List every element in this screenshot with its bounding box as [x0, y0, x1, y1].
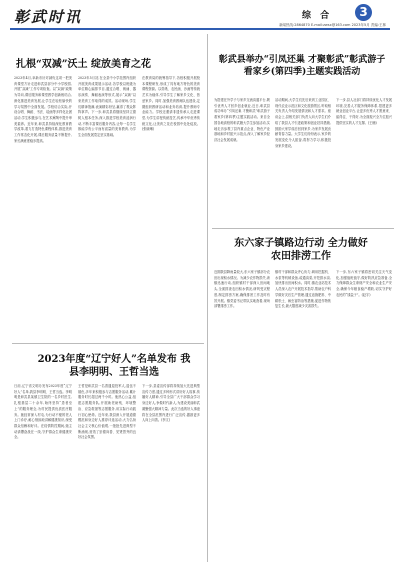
article-1-title: 扎根“双减”沃土 绽放美育之花 [16, 59, 151, 70]
article-3-title: 彰武县举办“引凤还巢 才聚彰武”彰武游子看家乡(第四季)主题实践活动 [218, 55, 386, 77]
article-3-col-1: 为搭建在外学子与家乡交流沟通平台,吸引优秀人才回乡创业就业,近日,彰武县成功举办“引凤还巢 才聚彰武”彰武游子看家乡(第四季)主题实践活动。来自全国各地高校的彰武籍大学生参加活动,实地走访参观了县内重点企业、特色产业基地和乡村振兴示范点,深入了解家乡经济社会发展成就。 [214, 98, 270, 142]
article-divider [12, 343, 204, 344]
page-number-badge: 3 [355, 4, 372, 21]
article-4-col-2: 镇村干部和群众齐心协力,调用挖掘机、水泵等机械设备,疏通沟渠,开挖排水沟,加快排出田间积水。同时,镇农业站技术人员深入农户开展技术指导,帮助农户科学做好灾后生产管理,通过追施肥料、中耕松土、病虫害防治等措施,促进作物恢复生长,最大限度减少灾害损失。 [275, 270, 331, 309]
article-4-col-1: 近期我县降雨量较大,东六家子镇部分农田出现积水情况。为减少农作物损失,该镇迅速行动,组织镇村干部深入田间地头,全面排查农田积水情况,研判受灾程度,制定排涝方案,确保排涝工作及时有效开展。镇党委书记带队实地查看,现场部署排涝工作。 [214, 270, 270, 309]
article-3-col-3: 下一步,县人社部门将持续优化人才发展环境,完善人才服务保障体系,搭建更多就业创业平台,让更多优秀人才愿意来、留得住、干得好,为全面振兴全方位振兴提供坚实的人才支撑。(王楠) [336, 98, 392, 125]
newspaper-logo: 彰武时讯 [14, 8, 83, 26]
article-4-col-3: 下一步,东六家子镇将密切关注天气变化,加强值班值守,做好防汛应急准备,全力保障群众生命财产安全和农业生产安全,确保今年粮食稳产增收,切实守护好农民的“钱袋子”。(赵宇) [336, 270, 392, 297]
article-divider [212, 228, 394, 229]
masthead [0, 0, 400, 30]
article-1-col-2: 2023年5月初,在全县中小学范围内组织开展美育成果展示活动,各学校以班级为单位精心编排节目,通过合唱、朗诵、器乐演奏、舞蹈表演等形式,展示“双减”以来美育工作取得的成效。活动现场,学生们精神饱满,表演精彩纷呈,赢得了观众阵阵掌声。下一步,彰武县将继续坚持立德树人根本任务,深入推进学校美育浸润行动,不断丰富课后服务内容,让每一名学生都能享有公平而有质量的美育教育,为学生全面发展奠定坚实基础。 [78, 76, 136, 138]
article-4-title: 东六家子镇路边行动 全力做好农田排涝工作 [234, 238, 368, 262]
article-2-title: 2023年度“辽宁好人”名单发布 我县李明明、王哲当选 [37, 354, 191, 378]
article-2-col-3: 下一步,县委宣传部将持续加大先进典型宣传力度,通过多种形式讲好好人故事,传播好人精神,引导全县广大干部群众学习身边好人,争做时代新人,为建设美丽彰武凝聚强大精神力量。此次当选的好人事迹将在全县范围内进行广泛宣传,激励更多人向上向善。(李文) [142, 384, 200, 423]
article-1-col-1: 2023年4月,阜新市针对减负这项一把美育课堂方针走进彰武县部分中小学校园,开展“双减”工作专项检查。以“双减”政策为导向,课后服务和课堂教学创新相结合,深化推进美育发展,让学生在轻松愉快的学习氛围中全面发展。学校结合实际,开设合唱、舞蹈、书法、绘画等多样化社团活动,学生积极参与,在艺术熏陶中提升审美素养。近年来,彰武县持续深化教育教学改革,着力打造特色课程体系,推进美育工作常态化开展,课后服务质量不断提升,家长满意度稳步提高。 [14, 76, 72, 143]
article-1-col-3: 在教育局的统筹指导下,各校积极开展校本课程研发,形成了具有地方特色的美育课程资源。以剪纸、农民画、沙画等传统艺术为载体,引导学生了解家乡文化、热爱家乡。同时,加强美育教师队伍建设,定期组织教研活动和业务培训,提升教师专业能力。学校还邀请非遗传承人走进课堂,为学生讲授传统技艺,传承中华优秀传统文化,让美育之花在校园中处处绽放。(张晓琳) [142, 76, 200, 132]
article-2-col-2: 王哲是彰武县一名普通退役军人,退伍不褪色,多年来积极参与志愿服务活动,累计服务时长超过两千小时。他热心公益,组建志愿服务队,开展助老助残、环境整治、应急救援等志愿服务,用实际行动践行初心使命。近年来,我县深入开展道德模范和身边好人推荐评选活动,大力弘扬社会主义核心价值观,一批批先进典型不断涌现,营造了崇德向善、见贤思齐的良好社会氛围。 [78, 384, 136, 440]
column-divider [207, 34, 208, 562]
section-label: 综 合 [302, 11, 333, 21]
article-2-col-1: 日前,辽宁省文明办发布2023年度“辽宁好人”名单,我县李明明、王哲当选。李明明是彰武县某镇卫生院的一名乡村医生,扎根基层二十余年,始终坚持“患者至上”的服务理念,为村民提供优质医疗服务。她经常深入村屯,为行动不便的老人上门诊疗,耐心细致地讲解健康知识,深受群众信赖和好评。在疫情防控期间,她主动请缨奋战在一线,守护群众生命健康安全。 [14, 384, 72, 440]
article-3-col-2: 活动期间,大学生们先后来到工业园区、现代农业示范区和文化旅游景区,听取相关负责人介绍发展情况和人才需求。座谈会上,县相关部门负责人向大学生们介绍了我县人才引进政策和创业扶持措施,鼓励大家学成后回到家乡,为家乡发展贡献青春力量。大学生们纷纷表示,家乡的发展变化令人振奋,将努力学习,积极投身家乡建设。 [275, 98, 331, 148]
masthead-rule [10, 28, 390, 30]
masthead-sub-info: 新闻热线:2864870 E-mail:zwsx@163.com 2023年5月 责编:王林 [279, 23, 386, 27]
